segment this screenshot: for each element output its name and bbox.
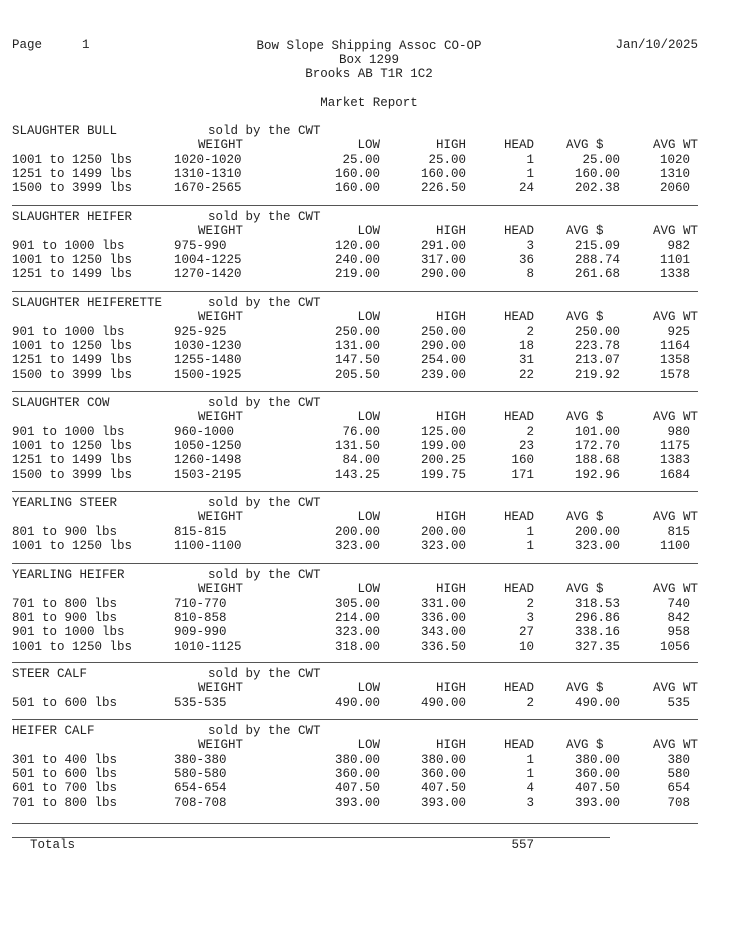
row-high: 239.00	[420, 367, 466, 382]
row-avg-price: 490.00	[574, 695, 620, 710]
col-avg-price-header: AVG $	[566, 681, 604, 696]
row-avg-wt: 842	[667, 610, 690, 625]
section-sold-by: sold by the CWT	[208, 667, 321, 681]
row-weight: 925-925	[174, 324, 227, 339]
row-low: 200.00	[334, 524, 380, 539]
row-avg-price: 407.50	[574, 781, 620, 796]
row-avg-wt: 1338	[659, 267, 690, 282]
col-high-header: HIGH	[435, 224, 466, 239]
col-weight-header: WEIGHT	[198, 410, 244, 425]
row-avg-price: 393.00	[574, 795, 620, 810]
row-weight: 1050-1250	[174, 438, 242, 453]
row-avg-wt: 1578	[659, 367, 690, 382]
row-high: 393.00	[420, 795, 466, 810]
row-avg-price: 192.96	[574, 467, 620, 482]
row-low: 143.25	[334, 467, 380, 482]
row-avg-wt: 1101	[659, 252, 690, 267]
row-weight: 380-380	[174, 752, 227, 767]
row-high: 360.00	[420, 766, 466, 781]
address-line-2: Brooks AB T1R 1C2	[305, 67, 433, 81]
row-head: 1	[526, 538, 534, 553]
row-low: 84.00	[342, 453, 380, 468]
row-avg-wt: 1358	[659, 353, 690, 368]
row-head: 3	[526, 610, 534, 625]
row-high: 200.00	[420, 524, 466, 539]
row-avg-price: 172.70	[574, 438, 620, 453]
row-high: 490.00	[420, 695, 466, 710]
row-avg-wt: 708	[667, 795, 690, 810]
section-sold-by: sold by the CWT	[208, 210, 321, 224]
address-line-1: Box 1299	[338, 53, 399, 67]
row-high: 250.00	[420, 324, 466, 339]
row-high: 323.00	[420, 538, 466, 553]
row-weight-range: 501 to 600 lbs	[12, 695, 118, 710]
row-avg-wt: 1020	[659, 152, 690, 167]
row-head: 24	[518, 181, 534, 196]
col-avg-price-header: AVG $	[566, 410, 604, 425]
section-title: HEIFER CALF	[12, 724, 95, 738]
row-avg-wt: 1684	[659, 467, 690, 482]
row-low: 25.00	[342, 152, 380, 167]
row-high: 380.00	[420, 752, 466, 767]
row-avg-price: 380.00	[574, 752, 620, 767]
section-divider	[12, 563, 698, 564]
row-weight-range: 1500 to 3999 lbs	[12, 367, 133, 382]
row-high: 331.00	[420, 596, 466, 611]
row-avg-wt: 1175	[659, 438, 690, 453]
row-avg-wt: 2060	[659, 181, 690, 196]
row-weight-range: 801 to 900 lbs	[12, 524, 118, 539]
col-weight-header: WEIGHT	[198, 138, 244, 153]
col-avg-price-header: AVG $	[566, 582, 604, 597]
col-low-header: LOW	[357, 138, 380, 153]
row-avg-price: 213.07	[574, 353, 620, 368]
section-title: YEARLING HEIFER	[12, 568, 125, 582]
col-high-header: HIGH	[435, 138, 466, 153]
col-low-header: LOW	[357, 410, 380, 425]
col-head-header: HEAD	[503, 310, 534, 325]
col-high-header: HIGH	[435, 510, 466, 525]
section-title: SLAUGHTER COW	[12, 396, 110, 410]
section-divider	[12, 205, 698, 206]
row-avg-price: 101.00	[574, 424, 620, 439]
row-head: 2	[526, 324, 534, 339]
section-title: SLAUGHTER BULL	[12, 124, 118, 138]
col-head-header: HEAD	[503, 410, 534, 425]
row-head: 10	[518, 639, 534, 654]
col-avg-price-header: AVG $	[566, 138, 604, 153]
row-weight-range: 701 to 800 lbs	[12, 596, 118, 611]
col-head-header: HEAD	[503, 582, 534, 597]
row-weight-range: 1500 to 3999 lbs	[12, 467, 133, 482]
col-avg-wt-header: AVG WT	[652, 410, 698, 425]
row-high: 254.00	[420, 353, 466, 368]
col-high-header: HIGH	[435, 310, 466, 325]
row-weight: 960-1000	[174, 424, 235, 439]
row-weight: 1030-1230	[174, 338, 242, 353]
row-weight-range: 1251 to 1499 lbs	[12, 267, 133, 282]
totals-label: Totals	[30, 838, 76, 852]
row-avg-wt: 1164	[659, 338, 690, 353]
row-avg-price: 202.38	[574, 181, 620, 196]
row-low: 147.50	[334, 353, 380, 368]
row-low: 490.00	[334, 695, 380, 710]
section-sold-by: sold by the CWT	[208, 496, 321, 510]
col-head-header: HEAD	[503, 738, 534, 753]
row-avg-wt: 380	[667, 752, 690, 767]
row-weight-range: 701 to 800 lbs	[12, 795, 118, 810]
row-avg-price: 261.68	[574, 267, 620, 282]
section-title: STEER CALF	[12, 667, 88, 681]
row-high: 343.00	[420, 625, 466, 640]
row-low: 131.00	[334, 338, 380, 353]
row-low: 160.00	[334, 166, 380, 181]
row-head: 2	[526, 424, 534, 439]
row-avg-price: 250.00	[574, 324, 620, 339]
row-avg-wt: 580	[667, 766, 690, 781]
row-low: 407.50	[334, 781, 380, 796]
row-avg-price: 188.68	[574, 453, 620, 468]
row-weight-range: 1500 to 3999 lbs	[12, 181, 133, 196]
row-avg-wt: 740	[667, 596, 690, 611]
row-avg-wt: 980	[667, 424, 690, 439]
row-weight-range: 901 to 1000 lbs	[12, 424, 125, 439]
row-head: 31	[518, 353, 534, 368]
row-weight: 1310-1310	[174, 166, 242, 181]
section-divider	[12, 391, 698, 392]
report-date: Jan/10/2025	[615, 38, 698, 52]
col-avg-wt-header: AVG WT	[652, 681, 698, 696]
row-high: 290.00	[420, 267, 466, 282]
col-avg-wt-header: AVG WT	[652, 738, 698, 753]
col-high-header: HIGH	[435, 410, 466, 425]
row-weight-range: 601 to 700 lbs	[12, 781, 118, 796]
col-avg-price-header: AVG $	[566, 224, 604, 239]
row-weight-range: 1251 to 1499 lbs	[12, 166, 133, 181]
col-weight-header: WEIGHT	[198, 681, 244, 696]
row-weight-range: 1001 to 1250 lbs	[12, 338, 133, 353]
row-low: 240.00	[334, 252, 380, 267]
col-avg-price-header: AVG $	[566, 738, 604, 753]
section-sold-by: sold by the CWT	[208, 296, 321, 310]
row-low: 131.50	[334, 438, 380, 453]
row-weight: 1500-1925	[174, 367, 242, 382]
row-head: 160	[511, 453, 534, 468]
row-low: 219.00	[334, 267, 380, 282]
col-head-header: HEAD	[503, 138, 534, 153]
row-weight-range: 1001 to 1250 lbs	[12, 152, 133, 167]
col-high-header: HIGH	[435, 582, 466, 597]
row-weight-range: 1251 to 1499 lbs	[12, 453, 133, 468]
col-weight-header: WEIGHT	[198, 510, 244, 525]
row-avg-price: 25.00	[582, 152, 620, 167]
col-weight-header: WEIGHT	[198, 224, 244, 239]
row-weight: 810-858	[174, 610, 227, 625]
row-avg-price: 223.78	[574, 338, 620, 353]
row-head: 1	[526, 524, 534, 539]
row-head: 3	[526, 238, 534, 253]
col-head-header: HEAD	[503, 510, 534, 525]
col-high-header: HIGH	[435, 681, 466, 696]
row-avg-price: 215.09	[574, 238, 620, 253]
row-head: 22	[518, 367, 534, 382]
row-low: 76.00	[342, 424, 380, 439]
row-avg-price: 160.00	[574, 166, 620, 181]
row-weight-range: 1001 to 1250 lbs	[12, 538, 133, 553]
row-head: 1	[526, 152, 534, 167]
section-divider	[12, 662, 698, 663]
row-avg-price: 338.16	[574, 625, 620, 640]
col-low-header: LOW	[357, 681, 380, 696]
section-divider	[12, 719, 698, 720]
row-low: 360.00	[334, 766, 380, 781]
row-high: 226.50	[420, 181, 466, 196]
col-low-header: LOW	[357, 738, 380, 753]
row-high: 199.75	[420, 467, 466, 482]
row-high: 160.00	[420, 166, 466, 181]
col-high-header: HIGH	[435, 738, 466, 753]
row-avg-wt: 535	[667, 695, 690, 710]
row-low: 250.00	[334, 324, 380, 339]
col-weight-header: WEIGHT	[198, 310, 244, 325]
col-avg-wt-header: AVG WT	[652, 582, 698, 597]
col-low-header: LOW	[357, 510, 380, 525]
row-head: 171	[511, 467, 534, 482]
row-weight: 815-815	[174, 524, 227, 539]
row-high: 125.00	[420, 424, 466, 439]
row-head: 2	[526, 596, 534, 611]
row-weight-range: 901 to 1000 lbs	[12, 625, 125, 640]
row-low: 318.00	[334, 639, 380, 654]
row-weight: 1010-1125	[174, 639, 242, 654]
row-weight-range: 501 to 600 lbs	[12, 766, 118, 781]
row-weight: 535-535	[174, 695, 227, 710]
row-avg-wt: 1310	[659, 166, 690, 181]
section-sold-by: sold by the CWT	[208, 124, 321, 138]
row-head: 3	[526, 795, 534, 810]
row-weight: 975-990	[174, 238, 227, 253]
col-head-header: HEAD	[503, 681, 534, 696]
row-avg-price: 288.74	[574, 252, 620, 267]
row-avg-price: 327.35	[574, 639, 620, 654]
row-avg-wt: 1056	[659, 639, 690, 654]
totals-rule-top	[12, 823, 698, 824]
row-low: 393.00	[334, 795, 380, 810]
row-high: 25.00	[428, 152, 466, 167]
col-avg-price-header: AVG $	[566, 510, 604, 525]
row-weight: 909-990	[174, 625, 227, 640]
section-sold-by: sold by the CWT	[208, 724, 321, 738]
page-number: 1	[82, 38, 90, 52]
row-avg-price: 318.53	[574, 596, 620, 611]
row-weight-range: 1001 to 1250 lbs	[12, 639, 133, 654]
section-title: SLAUGHTER HEIFER	[12, 210, 133, 224]
row-weight: 1260-1498	[174, 453, 242, 468]
col-avg-wt-header: AVG WT	[652, 310, 698, 325]
row-head: 4	[526, 781, 534, 796]
row-weight-range: 301 to 400 lbs	[12, 752, 118, 767]
row-low: 205.50	[334, 367, 380, 382]
row-low: 305.00	[334, 596, 380, 611]
col-low-header: LOW	[357, 582, 380, 597]
row-avg-price: 323.00	[574, 538, 620, 553]
row-avg-price: 296.86	[574, 610, 620, 625]
row-weight: 1004-1225	[174, 252, 242, 267]
row-weight-range: 1001 to 1250 lbs	[12, 438, 133, 453]
row-avg-price: 360.00	[574, 766, 620, 781]
row-avg-price: 200.00	[574, 524, 620, 539]
row-avg-wt: 982	[667, 238, 690, 253]
col-avg-price-header: AVG $	[566, 310, 604, 325]
section-divider	[12, 291, 698, 292]
row-weight: 580-580	[174, 766, 227, 781]
row-weight: 1670-2565	[174, 181, 242, 196]
row-avg-wt: 1383	[659, 453, 690, 468]
row-high: 291.00	[420, 238, 466, 253]
row-high: 200.25	[420, 453, 466, 468]
row-weight-range: 801 to 900 lbs	[12, 610, 118, 625]
row-head: 1	[526, 766, 534, 781]
row-head: 23	[518, 438, 534, 453]
section-divider	[12, 491, 698, 492]
section-sold-by: sold by the CWT	[208, 396, 321, 410]
row-weight: 1270-1420	[174, 267, 242, 282]
row-low: 380.00	[334, 752, 380, 767]
col-weight-header: WEIGHT	[198, 582, 244, 597]
row-head: 36	[518, 252, 534, 267]
row-weight: 710-770	[174, 596, 227, 611]
row-weight: 1255-1480	[174, 353, 242, 368]
row-low: 323.00	[334, 625, 380, 640]
col-avg-wt-header: AVG WT	[652, 510, 698, 525]
section-sold-by: sold by the CWT	[208, 568, 321, 582]
section-title: SLAUGHTER HEIFERETTE	[12, 296, 163, 310]
report-title: Market Report	[320, 96, 418, 110]
row-head: 1	[526, 166, 534, 181]
row-high: 336.00	[420, 610, 466, 625]
row-weight-range: 1251 to 1499 lbs	[12, 353, 133, 368]
row-head: 2	[526, 695, 534, 710]
row-weight-range: 901 to 1000 lbs	[12, 324, 125, 339]
row-head: 8	[526, 267, 534, 282]
row-low: 214.00	[334, 610, 380, 625]
row-low: 160.00	[334, 181, 380, 196]
row-low: 120.00	[334, 238, 380, 253]
row-high: 336.50	[420, 639, 466, 654]
row-high: 290.00	[420, 338, 466, 353]
row-head: 27	[518, 625, 534, 640]
row-avg-wt: 925	[667, 324, 690, 339]
row-weight-range: 1001 to 1250 lbs	[12, 252, 133, 267]
row-head: 18	[518, 338, 534, 353]
row-low: 323.00	[334, 538, 380, 553]
row-avg-wt: 958	[667, 625, 690, 640]
row-head: 1	[526, 752, 534, 767]
row-high: 407.50	[420, 781, 466, 796]
col-low-header: LOW	[357, 224, 380, 239]
col-head-header: HEAD	[503, 224, 534, 239]
row-weight: 654-654	[174, 781, 227, 796]
page-label: Page	[12, 38, 43, 52]
col-weight-header: WEIGHT	[198, 738, 244, 753]
col-low-header: LOW	[357, 310, 380, 325]
row-avg-wt: 1100	[659, 538, 690, 553]
section-title: YEARLING STEER	[12, 496, 118, 510]
row-avg-wt: 654	[667, 781, 690, 796]
col-avg-wt-header: AVG WT	[652, 224, 698, 239]
row-weight: 1100-1100	[174, 538, 242, 553]
row-high: 199.00	[420, 438, 466, 453]
row-avg-wt: 815	[667, 524, 690, 539]
row-weight: 1503-2195	[174, 467, 242, 482]
row-weight: 708-708	[174, 795, 227, 810]
row-avg-price: 219.92	[574, 367, 620, 382]
totals-head: 557	[511, 838, 534, 852]
row-high: 317.00	[420, 252, 466, 267]
col-avg-wt-header: AVG WT	[652, 138, 698, 153]
org-name: Bow Slope Shipping Assoc CO-OP	[256, 39, 482, 53]
row-weight-range: 901 to 1000 lbs	[12, 238, 125, 253]
row-weight: 1020-1020	[174, 152, 242, 167]
